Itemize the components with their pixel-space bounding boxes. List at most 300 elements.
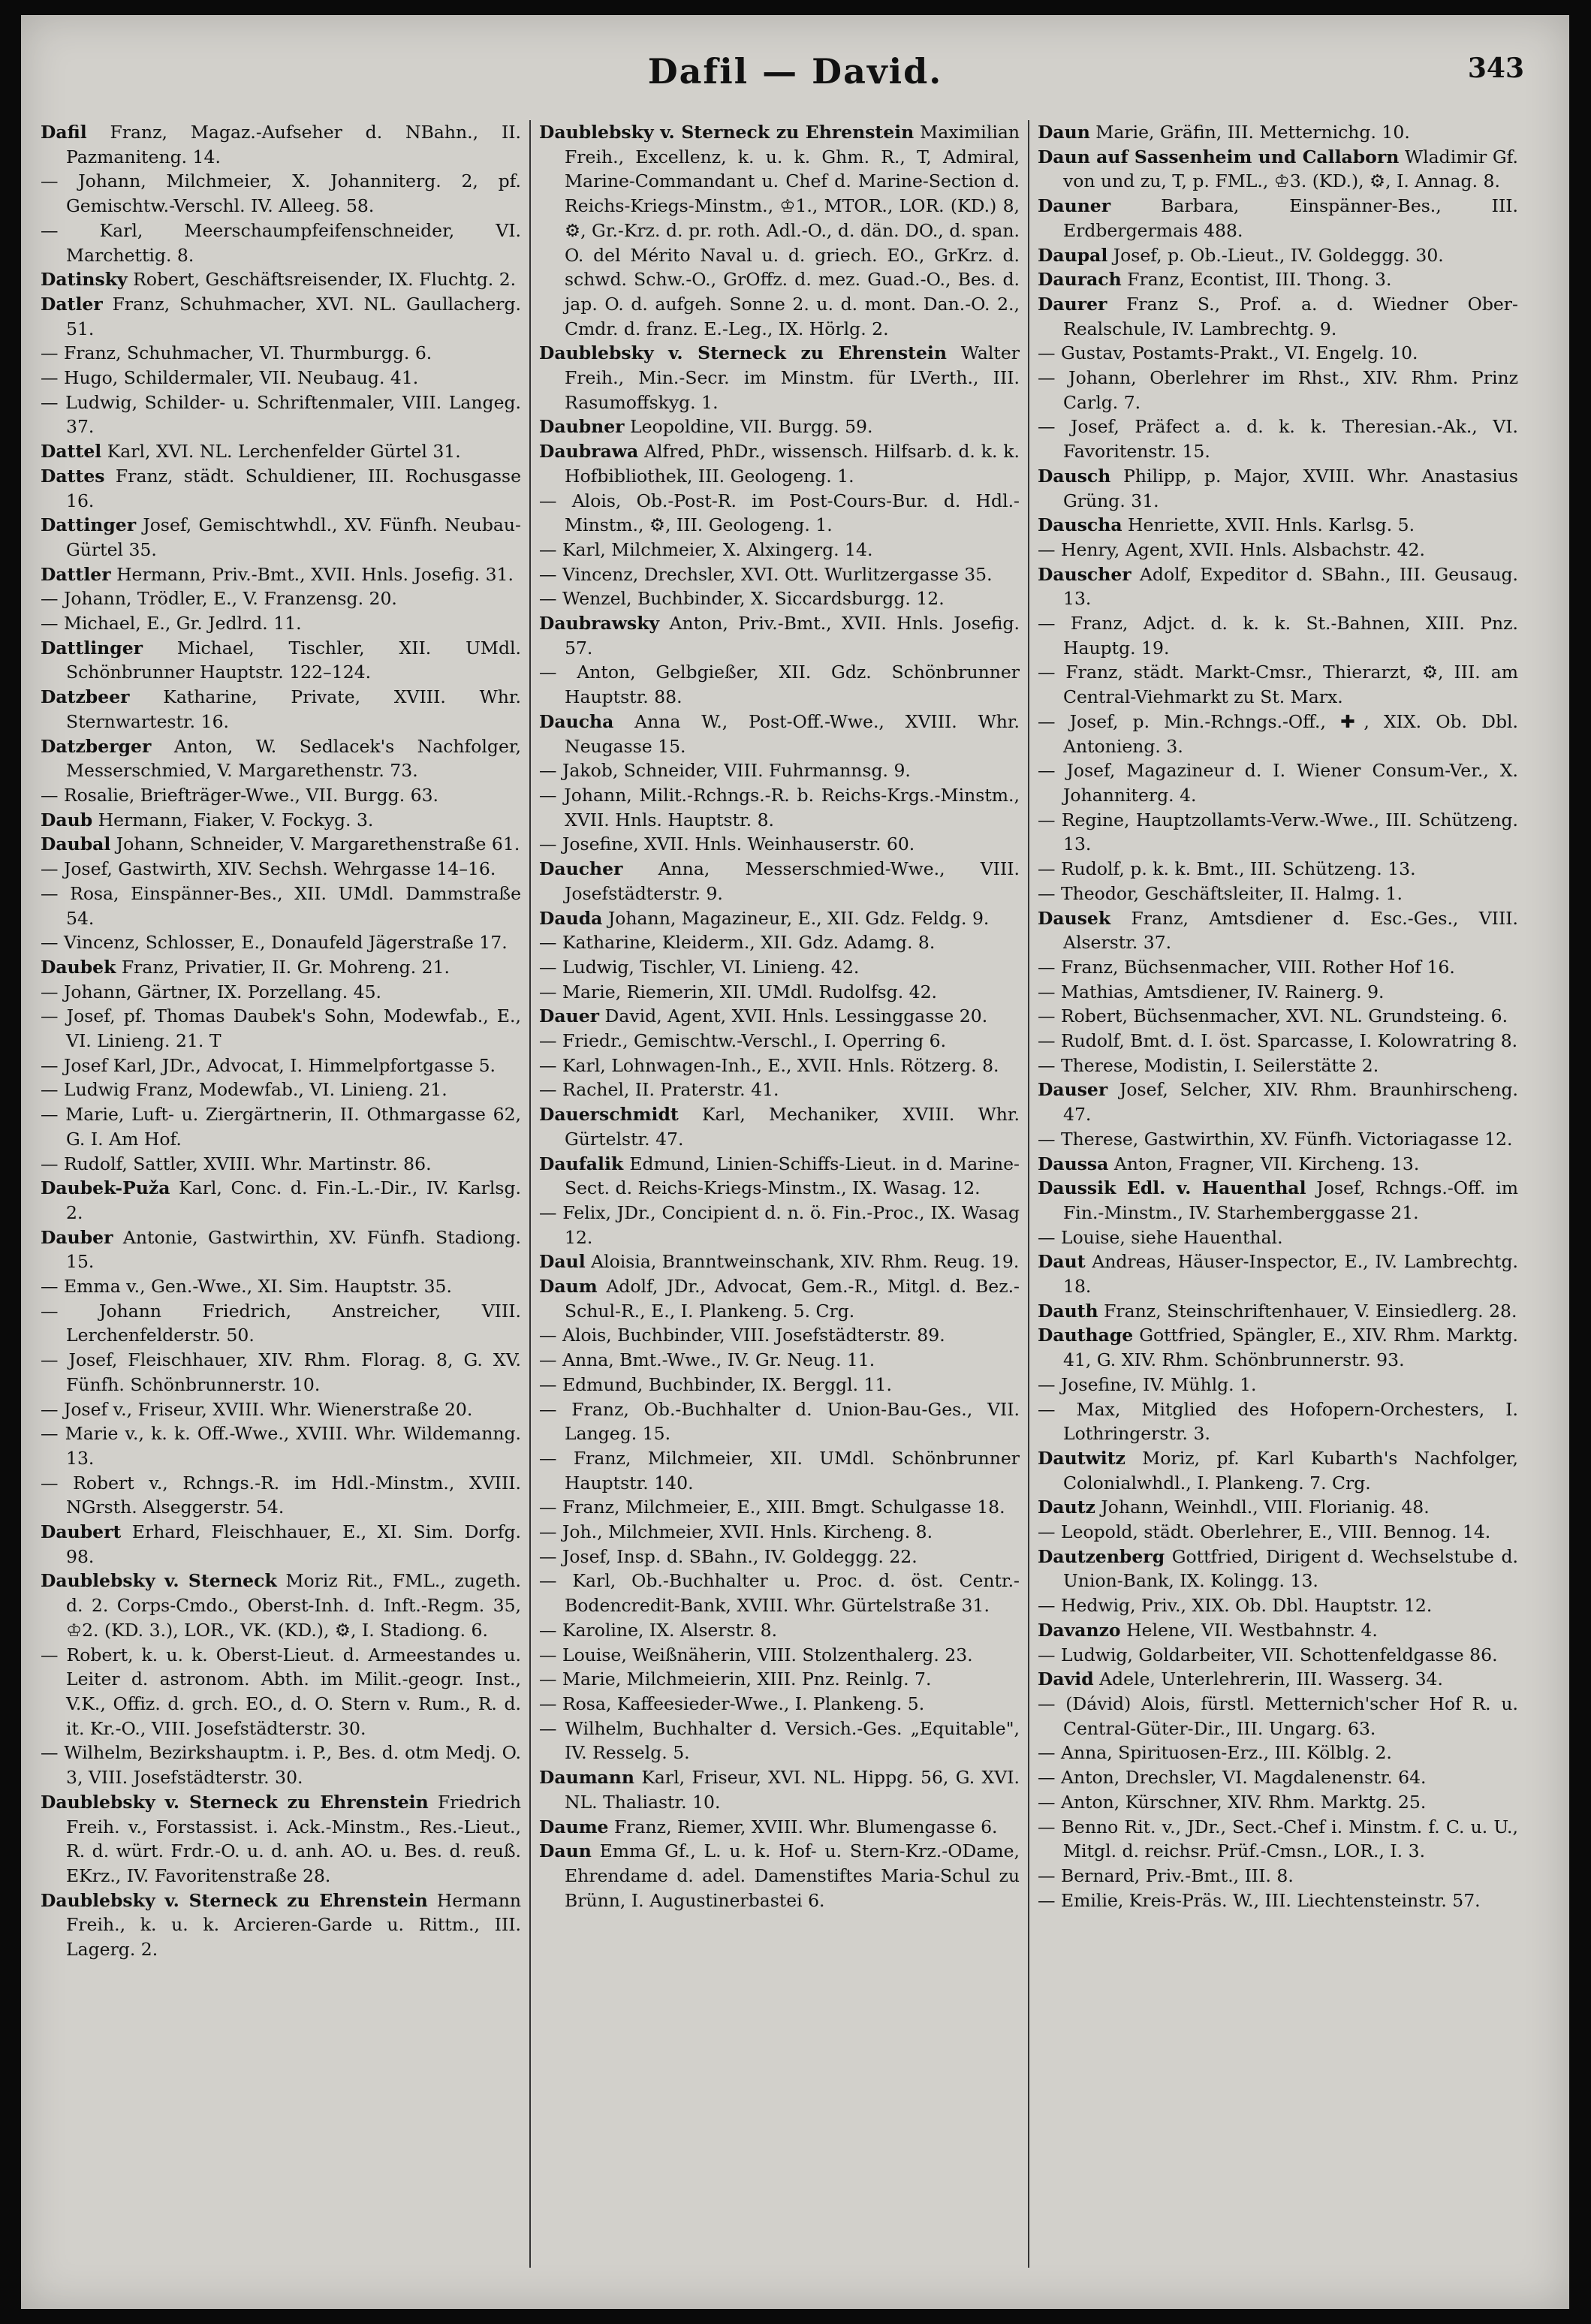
entry-text: Helene, VII. Westbahnstr. 4.: [1126, 1619, 1378, 1641]
directory-entry: [41, 586, 521, 611]
entry-surname: Dattinger: [41, 514, 137, 536]
entry-surname: Daub: [41, 809, 93, 830]
entry-surname: Daume: [539, 1816, 609, 1837]
directory-entry: [1038, 1618, 1518, 1643]
entry-surname: Dauner: [1038, 195, 1111, 217]
entry-text: — Max, Mitglied des Hofopern-Orchesters, I. Lothringerstr. 3.: [1038, 1398, 1518, 1445]
directory-entry: [41, 390, 521, 439]
directory-entry: [1038, 1225, 1518, 1250]
entry-surname: Daul: [539, 1251, 586, 1273]
entry-text: — Franz, Schuhmacher, VI. Thurmburgg. 6.: [41, 342, 432, 364]
entry-surname: David: [1038, 1668, 1094, 1690]
entry-text: — Josef, Präfect a. d. k. k. Theresian.-Ak., VI. Favoritenstr. 15.: [1038, 416, 1518, 463]
entry-text: — Mathias, Amtsdiener, IV. Rainerg. 9.: [1038, 981, 1385, 1002]
directory-entry: [1038, 1667, 1518, 1692]
entry-text: — Rudolf, Bmt. d. I. öst. Sparcasse, I. Kolowratring 8.: [1038, 1030, 1518, 1052]
directory-entry: [539, 1667, 1020, 1692]
entry-text: Henriette, XVII. Hnls. Karlsg. 5.: [1128, 514, 1415, 536]
entry-surname: Daublebsky v. Sterneck zu Ehrenstein: [539, 122, 915, 143]
directory-entry: [1038, 611, 1518, 660]
entry-text: Franz, Steinschriftenhauer, V. Einsiedlerg. 28.: [1104, 1300, 1517, 1322]
entry-text: Johann, Schneider, V. Margarethenstraße 61.: [116, 833, 520, 855]
directory-entry: [1038, 1004, 1518, 1029]
entry-text: — Michael, E., Gr. Jedlrd. 11.: [41, 613, 302, 635]
directory-entry: [41, 1397, 521, 1422]
directory-entry: [1038, 857, 1518, 882]
directory-entry: [41, 1053, 521, 1078]
entry-surname: Datzbeer: [41, 686, 130, 708]
entry-surname: Daut: [1038, 1251, 1086, 1273]
entry-surname: Daucher: [539, 858, 623, 880]
entry-text: — Marie, Luft- u. Ziergärtnerin, II. Othmargasse 62, G. I. Am Hof.: [41, 1104, 521, 1150]
entry-surname: Dautz: [1038, 1497, 1095, 1518]
entry-text: — Joh., Milchmeier, XVII. Hnls. Kircheng. 8.: [539, 1521, 933, 1543]
entry-text: Hermann, Priv.-Bmt., XVII. Hnls. Josefig. 31.: [116, 563, 514, 585]
entry-text: — Marie, Milchmeierin, XIII. Pnz. Reinlg. 7.: [539, 1668, 932, 1690]
entry-text: — Katharine, Kleiderm., XII. Gdz. Adamg. 8.: [539, 932, 936, 954]
entry-text: — Franz, Adjct. d. k. k. St.-Bahnen, XIII. Pnz. Hauptg. 19.: [1038, 613, 1518, 659]
entry-text: — Josef, Gastwirth, XIV. Sechsh. Wehrgasse 14–16.: [41, 858, 496, 880]
entry-text: — Josefine, XVII. Hnls. Weinhauserstr. 60.: [539, 833, 915, 855]
entry-surname: Daurach: [1038, 269, 1122, 291]
entry-text: — Gustav, Postamts-Prakt., VI. Engelg. 10.: [1038, 342, 1418, 364]
directory-entry: [1038, 414, 1518, 463]
entry-surname: Dattel: [41, 441, 102, 463]
entry-surname: Datler: [41, 293, 103, 315]
directory-entry: [1038, 1299, 1518, 1324]
directory-entry: [1038, 562, 1518, 611]
entry-text: — Wenzel, Buchbinder, X. Siccardsburgg. 12.: [539, 588, 945, 610]
directory-entry: [41, 832, 521, 857]
entry-text: — Ludwig, Tischler, VI. Linieng. 42.: [539, 956, 860, 978]
directory-entry: [1038, 464, 1518, 513]
directory-entry: [539, 1839, 1020, 1913]
entry-text: Walter Freih., Min.-Secr. im Minstm. für LVerth., III. Rasumoffskyg. 1.: [565, 342, 1020, 413]
entry-text: Anton, Fragner, VII. Kircheng. 13.: [1113, 1153, 1420, 1174]
directory-entry: [539, 611, 1020, 660]
entry-text: — Wilhelm, Buchhalter d. Versich.-Ges. „Equitable", IV. Resselg. 5.: [539, 1717, 1020, 1764]
directory-entry: [41, 169, 521, 218]
entry-surname: Daufalik: [539, 1153, 624, 1174]
directory-entry: [539, 930, 1020, 955]
entry-text: — Emilie, Kreis-Präs. W., III. Liechtensteinstr. 57.: [1038, 1889, 1481, 1911]
entry-text: Franz, Privatier, II. Gr. Mohreng. 21.: [121, 956, 450, 978]
directory-entry: [1038, 882, 1518, 906]
entry-text: — Anton, Gelbgießer, XII. Gdz. Schönbrunner Hauptstr. 88.: [539, 662, 1020, 708]
directory-entry: [539, 341, 1020, 414]
entry-text: Barbara, Einspänner-Bes., III. Erdbergermais 488.: [1063, 195, 1518, 241]
directory-entry: [539, 1545, 1020, 1569]
entry-surname: Dauthage: [1038, 1325, 1134, 1346]
directory-entry: [539, 1004, 1020, 1029]
entry-text: Josef, p. Ob.-Lieut., IV. Goldeggg. 30.: [1113, 244, 1444, 266]
entry-text: Franz, Riemer, XVIII. Whr. Blumengasse 6.: [614, 1816, 998, 1837]
entry-surname: Datzberger: [41, 735, 152, 757]
entry-text: — Bernard, Priv.-Bmt., III. 8.: [1038, 1864, 1294, 1886]
entry-text: — Josef, pf. Thomas Daubek's Sohn, Modewfab., E., VI. Linieng. 21. T: [41, 1005, 521, 1052]
entry-surname: Dattes: [41, 465, 105, 487]
entry-text: — Louise, Weißnäherin, VIII. Stolzenthalerg. 23.: [539, 1644, 973, 1665]
entry-surname: Dauscher: [1038, 563, 1131, 585]
entry-surname: Daublebsky v. Sterneck: [41, 1570, 277, 1592]
directory-entry: [539, 1643, 1020, 1668]
directory-entry: [539, 832, 1020, 857]
directory-entry: [41, 930, 521, 955]
entry-text: — Karl, Lohnwagen-Inh., E., XVII. Hnls. Rötzerg. 8.: [539, 1054, 999, 1076]
directory-entry: [41, 1421, 521, 1470]
directory-entry: [539, 562, 1020, 587]
entry-text: Anton, W. Sedlacek's Nachfolger, Messerschmied, V. Margarethenstr. 73.: [66, 735, 521, 782]
directory-entry: [539, 1152, 1020, 1201]
directory-entry: [41, 1299, 521, 1348]
directory-entry: [539, 758, 1020, 783]
directory-entry: [1038, 1152, 1518, 1177]
directory-entry: [41, 1888, 521, 1962]
directory-entry: [1038, 145, 1518, 194]
entry-text: Franz, Magaz.-Aufseher d. NBahn., II. Pazmaniteng. 14.: [66, 122, 521, 167]
entry-surname: Daupal: [1038, 244, 1108, 266]
directory-entry: [539, 439, 1020, 488]
entry-surname: Daublebsky v. Sterneck zu Ehrenstein: [41, 1889, 428, 1911]
directory-entry: [41, 341, 521, 366]
directory-entry: [1038, 1495, 1518, 1520]
directory-entry: [41, 464, 521, 513]
entry-text: Josef, Gemischtwhdl., XV. Fünfh. Neubau-Gürtel 35.: [66, 514, 521, 560]
entry-text: — Ludwig Franz, Modewfab., VI. Linieng. 21.: [41, 1079, 447, 1101]
entry-text: — Franz, Milchmeier, E., XIII. Bmgt. Schulgasse 18.: [539, 1497, 1005, 1518]
directory-entry: [1038, 538, 1518, 562]
directory-entry: [41, 366, 521, 390]
directory-entry: [41, 734, 521, 783]
entry-text: — Ludwig, Goldarbeiter, VII. Schottenfeldgasse 86.: [1038, 1644, 1498, 1665]
entry-surname: Dafil: [41, 122, 87, 143]
directory-entry: [1038, 366, 1518, 414]
directory-entry: [41, 611, 521, 636]
directory-entry: [539, 1446, 1020, 1495]
directory-entry: [1038, 1127, 1518, 1152]
directory-entry: [539, 1249, 1020, 1274]
entry-text: Friedrich Freih. v., Forstassist. i. Ack.-Minstm., Res.-Lieut., R. d. würt. Frdr.-O. u. d. anh. AO. u. Bes. d. reuß. EKrz., IV. Favoritenstraße 28.: [66, 1791, 521, 1886]
entry-text: — Leopold, städt. Oberlehrer, E., VIII. Bennog. 14.: [1038, 1521, 1491, 1543]
entry-text: Gottfried, Spängler, E., XIV. Rhm. Marktg. 41, G. XIV. Rhm. Schönbrunnerstr. 93.: [1063, 1325, 1518, 1371]
directory-entry: [41, 1520, 521, 1569]
entry-text: — Josef, Fleischhauer, XIV. Rhm. Florag. 8, G. XV. Fünfh. Schönbrunnerstr. 10.: [41, 1349, 521, 1395]
directory-entry: [41, 808, 521, 833]
entry-surname: Daubner: [539, 416, 625, 438]
directory-entry: [1038, 292, 1518, 341]
entry-text: Antonie, Gastwirthin, XV. Fünfh. Stadiong. 15.: [66, 1226, 521, 1273]
directory-entry: [1038, 1029, 1518, 1053]
entry-text: Marie, Gräfin, III. Metternichg. 10.: [1095, 122, 1410, 143]
entry-surname: Dauser: [1038, 1079, 1108, 1101]
directory-entry: [41, 439, 521, 464]
directory-entry: [539, 1201, 1020, 1249]
entry-text: — Henry, Agent, XVII. Hnls. Alsbachstr. 42.: [1038, 538, 1425, 560]
entry-surname: Daun: [1038, 122, 1090, 143]
entry-text: — Josef, Insp. d. SBahn., IV. Goldeggg. 22.: [539, 1545, 918, 1567]
directory-entry: [41, 1348, 521, 1397]
entry-surname: Dauscha: [1038, 514, 1122, 536]
directory-entry: [539, 1815, 1020, 1840]
entry-surname: Daubert: [41, 1521, 122, 1543]
entry-text: — Robert v., Rchngs.-R. im Hdl.-Minstm., XVIII. NGrsth. Alseggerstr. 54.: [41, 1472, 521, 1518]
entry-text: — Franz, städt. Markt-Cmsr., Thierarzt, ⚙, III. am Central-Viehmarkt zu St. Marx.: [1038, 662, 1518, 708]
entry-text: — Karl, Meerschaumpfeifenschneider, VI. Marchettig. 8.: [41, 219, 521, 266]
directory-entry: [539, 1397, 1020, 1446]
entry-text: — Jakob, Schneider, VIII. Fuhrmannsg. 9.: [539, 760, 911, 782]
entry-surname: Dattler: [41, 563, 111, 585]
entry-text: Hermann, Fiaker, V. Fockyg. 3.: [98, 809, 374, 830]
directory-entry: [41, 882, 521, 930]
directory-entry: [539, 1078, 1020, 1102]
entry-text: Anna, Messerschmied-Wwe., VIII. Josefstädterstr. 9.: [565, 858, 1020, 904]
entry-surname: Daubek-Puža: [41, 1177, 170, 1199]
directory-entry: [1038, 1643, 1518, 1668]
entry-surname: Daumann: [539, 1767, 634, 1789]
entry-text: Franz S., Prof. a. d. Wiedner Ober-Realschule, IV. Lambrechtg. 9.: [1063, 293, 1518, 339]
entry-text: Adele, Unterlehrerin, III. Wasserg. 34.: [1099, 1668, 1443, 1690]
directory-entry: [41, 292, 521, 341]
entry-text: Hermann Freih., k. u. k. Arcieren-Garde u. Rittm., III. Lagerg. 2.: [66, 1889, 521, 1961]
entry-text: — Felix, JDr., Concipient d. n. ö. Fin.-Proc., IX. Wasag 12.: [539, 1201, 1020, 1248]
entry-surname: Dausek: [1038, 907, 1111, 929]
entry-surname: Dauber: [41, 1226, 113, 1248]
directory-entry: [1038, 1888, 1518, 1913]
entry-text: — Alois, Buchbinder, VIII. Josefstädterstr. 89.: [539, 1325, 945, 1346]
directory-entry: [1038, 1765, 1518, 1790]
entry-text: Franz, Amtsdiener d. Esc.-Ges., VIII. Alserstr. 37.: [1063, 907, 1518, 954]
entry-text: — Vincenz, Schlosser, E., Donaufeld Jägerstraße 17.: [41, 932, 508, 954]
entry-text: Wladimir Gf. von und zu, T, p. FML., ♔3. (KD.), ⚙, I. Annag. 8.: [1063, 146, 1518, 192]
entry-text: — Josef v., Friseur, XVIII. Whr. Wienerstraße 20.: [41, 1398, 473, 1420]
entry-text: — Johann, Trödler, E., V. Franzensg. 20.: [41, 588, 397, 610]
directory-entry: [1038, 808, 1518, 857]
directory-entry: [1038, 1323, 1518, 1372]
directory-entry: [539, 955, 1020, 980]
entry-text: Edmund, Linien-Schiffs-Lieut. in d. Marine-Sect. d. Reichs-Kriegs-Minstm., IX. Wasag. 12.: [565, 1153, 1020, 1199]
directory-entry: [1038, 513, 1518, 538]
directory-entry: [41, 1004, 521, 1053]
directory-entry: [41, 1569, 521, 1642]
directory-entry: [1038, 955, 1518, 980]
entry-text: Aloisia, Branntweinschank, XIV. Rhm. Reug. 19.: [591, 1251, 1020, 1273]
directory-entry: [1038, 1176, 1518, 1225]
entry-text: — Karl, Ob.-Buchhalter u. Proc. d. öst. Centr.-Bodencredit-Bank, XVIII. Whr. Gürtelstraße 31.: [539, 1570, 1020, 1617]
entry-surname: Dauda: [539, 907, 603, 929]
entry-surname: Dattlinger: [41, 637, 143, 659]
entry-text: — Marie, Riemerin, XII. UMdl. Rudolfsg. 42.: [539, 981, 938, 1002]
directory-entry: [41, 636, 521, 685]
entry-text: Leopoldine, VII. Burgg. 59.: [630, 416, 873, 438]
directory-entry: [539, 1618, 1020, 1643]
directory-entry: [41, 1176, 521, 1225]
entry-text: — Rosalie, Briefträger-Wwe., VII. Burgg. 63.: [41, 784, 439, 806]
entry-surname: Davanzo: [1038, 1619, 1121, 1641]
entry-text: — Franz, Büchsenmacher, VIII. Rother Hof 16.: [1038, 956, 1455, 978]
entry-surname: Dauth: [1038, 1300, 1098, 1322]
directory-entry: [41, 783, 521, 808]
page-number: 343: [1467, 53, 1524, 84]
directory-entry: [41, 685, 521, 734]
entry-text: — Karl, Milchmeier, X. Alxingerg. 14.: [539, 538, 873, 560]
directory-entry: [1038, 120, 1518, 145]
directory-entry: [539, 1569, 1020, 1617]
entry-surname: Dauerschmidt: [539, 1104, 679, 1126]
entry-text: Philipp, p. Major, XVIII. Whr. Anastasius Grüng. 31.: [1063, 465, 1518, 511]
entry-text: Andreas, Häuser-Inspector, E., IV. Lambrechtg. 18.: [1063, 1251, 1518, 1298]
running-head: Dafil — David.: [647, 51, 943, 92]
directory-entry: [1038, 1446, 1518, 1495]
directory-entry: [539, 489, 1020, 538]
entry-surname: Daun: [539, 1840, 592, 1862]
directory-entry: [1038, 194, 1518, 243]
entry-text: Karl, XVI. NL. Lerchenfelder Gürtel 31.: [107, 441, 461, 463]
entry-surname: Daun auf Sassenheim und Callaborn: [1038, 146, 1400, 167]
entry-surname: Daubek: [41, 956, 116, 978]
directory-entry: [539, 1348, 1020, 1373]
directory-entry: [539, 1274, 1020, 1323]
entry-text: Josef, Selcher, XIV. Rhm. Braunhirscheng. 47.: [1063, 1079, 1518, 1126]
entry-text: — Edmund, Buchbinder, IX. Berggl. 11.: [539, 1373, 892, 1395]
entry-text: — Josefine, IV. Mühlg. 1.: [1038, 1373, 1257, 1395]
entry-text: — Hugo, Schildermaler, VII. Neubaug. 41.: [41, 367, 419, 389]
entry-text: Franz, städt. Schuldiener, III. Rochusgasse 16.: [66, 465, 521, 511]
directory-entry: [539, 1765, 1020, 1814]
directory-entry: [539, 906, 1020, 931]
directory-entry: [1038, 1593, 1518, 1618]
entry-text: — Anton, Kürschner, XIV. Rhm. Marktg. 25.: [1038, 1791, 1427, 1813]
entry-text: Gottfried, Dirigent d. Wechselstube d. Union-Bank, IX. Kolingg. 13.: [1063, 1545, 1518, 1592]
directory-entry: [539, 1495, 1020, 1520]
directory-entry: [1038, 1520, 1518, 1545]
entry-text: — Rudolf, Sattler, XVIII. Whr. Martinstr. 86.: [41, 1153, 432, 1174]
entry-text: — Therese, Gastwirthin, XV. Fünfh. Victoriagasse 12.: [1038, 1128, 1513, 1150]
directory-columns: [21, 120, 1569, 2283]
directory-entry: [539, 1692, 1020, 1717]
entry-surname: Dautwitz: [1038, 1447, 1125, 1469]
entry-text: Adolf, JDr., Advocat, Gem.-R., Mitgl. d. Bez.-Schul-R., E., I. Plankeng. 5. Crg.: [565, 1276, 1020, 1322]
directory-entry: [1038, 980, 1518, 1005]
directory-entry: [539, 120, 1020, 341]
entry-text: — Josef Karl, JDr., Advocat, I. Himmelpfortgasse 5.: [41, 1054, 496, 1076]
entry-text: Karl, Mechaniker, XVIII. Whr. Gürtelstr. 47.: [565, 1104, 1020, 1150]
entry-text: Franz, Schuhmacher, XVI. NL. Gaullacherg. 51.: [66, 293, 521, 339]
entry-text: — Louise, siehe Hauenthal.: [1038, 1226, 1283, 1248]
entry-text: — Hedwig, Priv., XIX. Ob. Dbl. Hauptstr. 12.: [1038, 1595, 1433, 1617]
entry-text: Johann, Weinhdl., VIII. Florianig. 48.: [1101, 1497, 1430, 1518]
entry-surname: Dauer: [539, 1005, 600, 1027]
entry-text: — Franz, Milchmeier, XII. UMdl. Schönbrunner Hauptstr. 140.: [539, 1447, 1020, 1494]
directory-entry: [41, 1102, 521, 1151]
entry-text: Katharine, Private, XVIII. Whr. Sternwartestr. 16.: [66, 686, 521, 732]
entry-text: — Josef, Magazineur d. I. Wiener Consum-Ver., X. Johanniterg. 4.: [1038, 760, 1518, 806]
entry-text: — Marie v., k. k. Off.-Wwe., XVIII. Whr. Wildemanng. 13.: [41, 1423, 521, 1469]
entry-text: — Rudolf, p. k. k. Bmt., III. Schützeng. 13.: [1038, 858, 1416, 880]
directory-entry: [1038, 660, 1518, 709]
entry-text: — Emma v., Gen.-Wwe., XI. Sim. Hauptstr. 35.: [41, 1276, 452, 1298]
directory-entry: [1038, 1790, 1518, 1815]
entry-text: Karl, Conc. d. Fin.-L.-Dir., IV. Karlsg. 2.: [66, 1177, 521, 1223]
directory-entry: [41, 562, 521, 587]
entry-text: Anna W., Post-Off.-Wwe., XVIII. Whr. Neugasse 15.: [565, 710, 1020, 757]
entry-text: Michael, Tischler, XII. UMdl. Schönbrunner Hauptstr. 122–124.: [66, 637, 521, 683]
directory-entry: [41, 120, 521, 169]
entry-text: — Johann, Milchmeier, X. Johanniterg. 2, pf. Gemischtw.-Verschl. IV. Alleeg. 58.: [41, 170, 521, 217]
entry-text: Adolf, Expeditor d. SBahn., III. Geusaug. 13.: [1063, 563, 1518, 610]
entry-text: Maximilian Freih., Excellenz, k. u. k. Ghm. R., T, Admiral, Marine-Commandant u. Chef d. Marine-Section d. Reichs-Kriegs-Minstm., ♔1., MTOR., LOR. (KD.) 8, ⚙, Gr.-Krz. d. pr. roth. Adl.-O., d. dän. DO., d. span. O. del Mérito Naval u. d. griech. EO., GrKrz. d. schwd. Schw.-O., GrOffz. d. mez. Guad.-O., Bes. d. jap. O. d. aufgeh. Sonne 2. u. d. mont. Dan.-O. 2., Cmdr. d. franz. E.-Leg., IX. Hörlg. 2.: [565, 122, 1020, 339]
entry-text: — Theodor, Geschäftsleiter, II. Halmg. 1.: [1038, 882, 1403, 904]
entry-text: — Rachel, II. Praterstr. 41.: [539, 1079, 779, 1101]
entry-text: Johann, Magazineur, E., XII. Gdz. Feldg. 9.: [607, 907, 990, 929]
directory-entry: [1038, 1373, 1518, 1397]
entry-surname: Daubrawsky: [539, 613, 660, 635]
directory-entry: [539, 1029, 1020, 1053]
directory-entry: [41, 955, 521, 980]
entry-text: — Johann, Gärtner, IX. Porzellang. 45.: [41, 981, 382, 1002]
directory-entry: [539, 1717, 1020, 1765]
entry-text: — Alois, Ob.-Post-R. im Post-Cours-Bur. d. Hdl.-Minstm., ⚙, III. Geologeng. 1.: [539, 490, 1020, 536]
directory-entry: [1038, 758, 1518, 807]
entry-surname: Daubrawa: [539, 441, 639, 463]
directory-entry: [41, 219, 521, 267]
entry-text: — Karoline, IX. Alserstr. 8.: [539, 1619, 778, 1641]
directory-entry: [539, 1323, 1020, 1348]
entry-surname: Daussa: [1038, 1153, 1109, 1174]
directory-entry: [1038, 1249, 1518, 1298]
entry-text: Franz, Econtist, III. Thong. 3.: [1127, 269, 1392, 291]
entry-surname: Dautzenberg: [1038, 1545, 1165, 1567]
entry-surname: Datinsky: [41, 269, 128, 291]
directory-entry: [539, 980, 1020, 1005]
directory-entry: [41, 1152, 521, 1177]
directory-entry: [539, 783, 1020, 832]
entry-text: Josef, Rchngs.-Off. im Fin.-Minstm., IV. Starhemberggasse 21.: [1063, 1177, 1518, 1223]
directory-entry: [41, 1274, 521, 1299]
entry-text: — Friedr., Gemischtw.-Verschl., I. Operring 6.: [539, 1030, 947, 1052]
directory-entry: [539, 660, 1020, 709]
directory-entry: [1038, 341, 1518, 366]
directory-entry: [1038, 1545, 1518, 1593]
entry-text: Erhard, Fleischhauer, E., XI. Sim. Dorfg. 98.: [66, 1521, 521, 1567]
directory-entry: [41, 1643, 521, 1741]
entry-text: — Anna, Bmt.-Wwe., IV. Gr. Neug. 11.: [539, 1349, 875, 1371]
directory-entry: [539, 1102, 1020, 1151]
directory-entry: [1038, 710, 1518, 758]
directory-entry: [41, 980, 521, 1005]
directory-entry: [1038, 1692, 1518, 1741]
directory-entry: [41, 267, 521, 292]
entry-surname: Daublebsky v. Sterneck zu Ehrenstein: [539, 342, 947, 364]
entry-surname: Daum: [539, 1276, 598, 1298]
directory-entry: [41, 1790, 521, 1888]
entry-text: Moriz Rit., FML., zugeth. d. 2. Corps-Cmdo., Oberst-Inh. d. Inft.-Regm. 35, ♔2. (KD. 3.), LOR., VK. (KD.), ⚙, I. Stadiong. 6.: [66, 1570, 521, 1641]
entry-text: — Rosa, Einspänner-Bes., XII. UMdl. Dammstraße 54.: [41, 882, 521, 929]
entry-text: Alfred, PhDr., wissensch. Hilfsarb. d. k. k. Hofbibliothek, III. Geologeng. 1.: [565, 441, 1020, 487]
entry-text: Robert, Geschäftsreisender, IX. Fluchtg. 2.: [133, 269, 517, 291]
entry-text: David, Agent, XVII. Hnls. Lessinggasse 20.: [604, 1005, 988, 1027]
directory-entry: [41, 1078, 521, 1102]
page-header: [21, 51, 1569, 119]
entry-surname: Dausch: [1038, 465, 1111, 487]
entry-surname: Daublebsky v. Sterneck zu Ehrenstein: [41, 1791, 429, 1813]
directory-entry: [41, 1741, 521, 1789]
entry-text: — Therese, Modistin, I. Seilerstätte 2.: [1038, 1054, 1379, 1076]
directory-entry: [539, 1373, 1020, 1397]
directory-entry: [539, 857, 1020, 906]
directory-entry: [1038, 243, 1518, 268]
entry-text: — Vincenz, Drechsler, XVI. Ott. Wurlitzergasse 35.: [539, 563, 993, 585]
directory-entry: [1038, 1053, 1518, 1078]
